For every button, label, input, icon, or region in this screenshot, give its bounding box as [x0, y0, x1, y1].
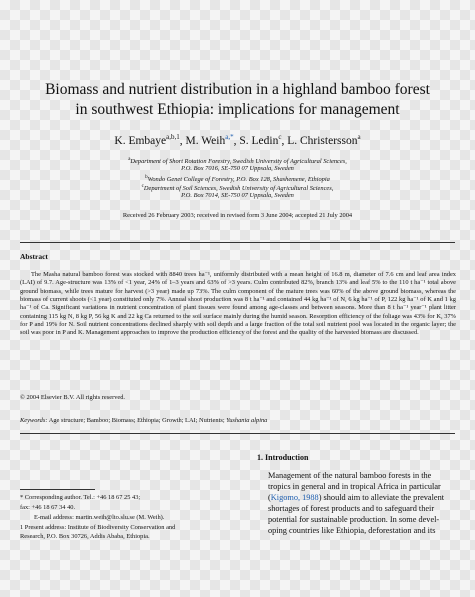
affiliation: P.O. Box 7016, SE-750 07 Uppsala, Sweden	[181, 165, 294, 172]
affiliation: $^c$Department of Soil Sciences, Swedish University of Agricultural Sciences,	[141, 184, 334, 193]
citation-line: (Kigomo, 1988) should aim to alleviate the prevalent	[268, 492, 445, 502]
author-name: K. Embaye	[114, 134, 167, 147]
author-name: M. Weih	[185, 134, 226, 147]
footnote-rule	[20, 489, 95, 490]
keywords-text: Age structure; Bamboo; Biomass; Ethiopia; Growth; LAI; Nutrients;	[48, 417, 225, 424]
keywords-label: Keywords:	[20, 417, 48, 424]
abstract-text: The Masha natural bamboo forest was stocked with 8840 trees ha⁻¹, uniformly distributed with a mean height of 16.8 m, diameter of 7.6 cm and leaf area index (LAI) of 9.7. Age-structure was 13% of <1 year, 24% of 1–3 years and 63% of >3 years. Culm contributed 82%, branch 13% and leaf 5% to the 110 t ha⁻¹ total above ground biomass, while trees mature for harvest (>3 year) made up 73%. The culm component of the mature trees was 60% of the above ground biomass, whereas the biomass of current shoots (<1 year) constituted only 7%. Annual shoot production was 8 t ha⁻¹ and contained 44 kg ha⁻¹ of N, 6 kg ha⁻¹ of P, 122 kg ha⁻¹ of K and 1 kg ha⁻¹ of Ca. Significant variations in nutrient concentration of plant tissues were found among age-classes and between seasons. More than 8 t ha⁻¹ year⁻¹ plant litter containing 115 kg N, 8 kg P, 56 kg K and 22 kg Ca returned to the soil surface mainly during the humid season. Resorption efficiency of the foliage was 43% for K, 37% for P and 19% for N. Soil nutrient concentrations declined sharply with soil depth and a large fraction of the total soil nutrient pool was located in the organic layer; the soil was poor in P and K. Management approaches to improve the production efficiency of the forest and the quality of the harvested biomass are discussed.	[20, 271, 456, 337]
author-sup: c	[278, 133, 282, 141]
abstract-heading: Abstract	[20, 252, 48, 261]
author-sup: a,b,1	[166, 133, 180, 141]
divider	[20, 433, 455, 434]
footnote-email: E-mail address: martin.weih@lto.slu.se (M. Weih).	[34, 514, 165, 521]
title-line-1: Biomass and nutrient distribution in a highland bamboo forest	[45, 81, 430, 98]
author-name: L. Christersson	[287, 134, 358, 147]
footnote-present-address: 1 Present address: Institute of Biodiversity Conservation and	[20, 524, 176, 531]
keywords	[20, 417, 267, 424]
author-list: K. Embaye$^{a,b,1}$, M. Weih$^{a,*}$, S. Ledin$^c$, L. Christersson$^a$	[114, 133, 361, 147]
author-sup: a	[357, 133, 361, 141]
affiliation: $^a$Department of Short Rotation Forestry, Swedish University of Agricultural Sciences,	[128, 157, 347, 166]
footnote-fax: fax: +46 18 67 34 40.	[20, 504, 76, 511]
copyright: © 2004 Elsevier B.V. All rights reserved.	[20, 394, 126, 401]
keywords-species: Yushania alpina	[226, 417, 268, 424]
footnote-present-address-cont: Research, P.O. Box 30726, Addis Ababa, Ethiopia.	[20, 533, 150, 540]
citation-link[interactable]: Kigomo, 1988	[270, 492, 319, 502]
paper-title	[20, 80, 455, 120]
divider	[20, 242, 455, 243]
affiliation: P.O. Box 7014, SE-750 07 Uppsala, Sweden	[181, 192, 294, 199]
title-line-2: in southwest Ethiopia: implications for management	[75, 101, 400, 118]
footnote-corresponding: * Corresponding author. Tel.: +46 18 67 25 43;	[20, 494, 141, 501]
section-heading: 1. Introduction	[257, 453, 309, 462]
author-name: S. Ledin	[239, 134, 279, 147]
received-dates: Received 26 February 2003; received in revised form 3 June 2004; accepted 21 July 2004	[122, 212, 353, 219]
introduction-text: Management of the natural bamboo forests in the tropics in general and in tropical Africa in particular (Kigomo, 1988) should aim to alleviate the prevalent shortages of forest products and to safeguard their potential for sustainable production. In some devel- oping countries like Ethiopia, deforestation and its	[257, 471, 456, 536]
affiliation: $^b$Wondo Genet College of Forestry, P.O. Box 128, Shashemene, Ethiopia	[145, 175, 330, 184]
author-sup: a,*	[225, 133, 234, 141]
